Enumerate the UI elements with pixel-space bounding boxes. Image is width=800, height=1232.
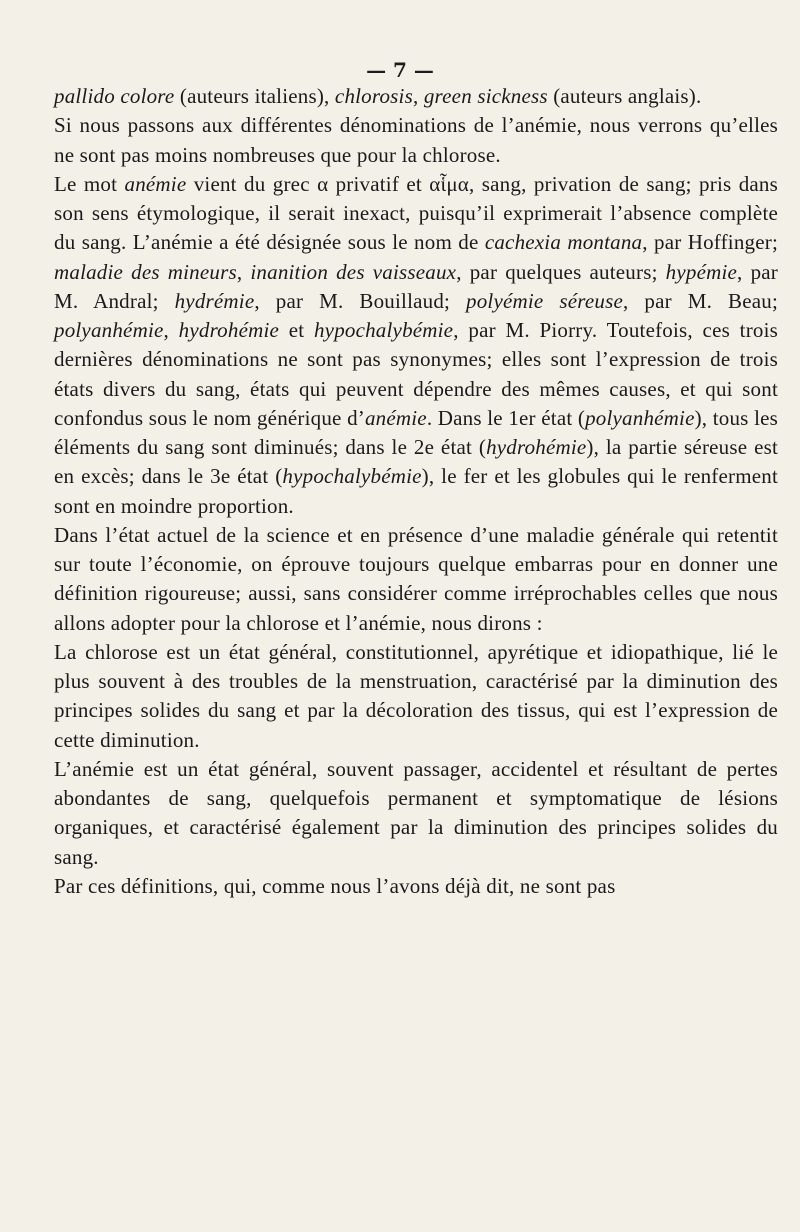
text-run: Si nous passons aux différentes dénominations de l’anémie, nous verrons qu’elles ne sont pas moins nombreuses que pour la chlorose.	[54, 113, 778, 167]
italic-term: chlorosis	[334, 84, 413, 108]
paragraph	[54, 170, 778, 521]
text-run: Le mot	[54, 171, 125, 196]
text-run: ,	[163, 318, 179, 342]
italic-term: hypochalybémie	[282, 464, 422, 489]
text-run: ), tous les éléments du sang sont diminués; dans le 2e état (	[54, 405, 779, 459]
paragraph	[54, 111, 778, 170]
italic-term: polyémie séreuse	[466, 288, 623, 313]
text-run: (auteurs anglais).	[547, 84, 702, 108]
italic-term: cachexia montana	[484, 230, 643, 255]
italic-term: pallido colore	[54, 84, 175, 108]
italic-term: hydrohémie	[486, 435, 587, 459]
text-run: vient du grec α privatif et αἷμα, sang, privation de sang; pris dans son sens étymologique, il serait inexact, puisqu’il exprimerait l’absence complète du sang. L’anémie a été désignée sous le nom de	[54, 171, 778, 255]
text-run: La chlorose est un état général, constitutionnel, apyrétique et idiopathique, lié le plus souvent à des troubles de la menstruation, caractérisé par la diminution des principes solides du sang et par la décoloration des tissus, qui est l’expression de cette diminution.	[54, 639, 778, 752]
italic-term: polyanhémie	[54, 318, 164, 342]
paragraph	[54, 872, 778, 901]
text-run: , par M. Andral;	[54, 259, 778, 313]
text-run: Par ces définitions, qui, comme nous l’avons déjà dit, ne sont pas	[54, 873, 616, 898]
italic-term: hypochalybémie	[313, 318, 454, 342]
text-run: ,	[236, 259, 251, 284]
text-run: ,	[412, 84, 424, 108]
text-run: , par M. Beau;	[622, 288, 778, 313]
text-run: , par quelques auteurs;	[456, 259, 666, 284]
text-run: ), le fer et les globules qui le renferment sont en moindre proportion.	[54, 464, 778, 518]
text-run: , par Hoffinger;	[642, 230, 778, 255]
text-run: , par M. Piorry. Toutefois, ces trois dernières dénominations ne sont pas synonymes; elles sont l’expression de trois états divers du sang, états qui peuvent dépendre des mêmes causes, et qui sont confondus sous le nom générique d’	[54, 318, 778, 430]
paragraph	[54, 82, 778, 111]
text-run: Dans l’état actuel de la science et en présence d’une maladie générale qui retentit sur toute l’économie, on éprouve toujours quelque embarras pour en donner une définition rigoureuse; aussi, sans considérer comme irréprochables celles que nous allons adopter pour la chlorose et l’anémie, nous dirons :	[54, 522, 778, 635]
italic-term: anémie	[364, 405, 427, 430]
paragraph	[54, 521, 778, 638]
paragraph	[54, 755, 778, 872]
italic-term: polyanhémie	[585, 405, 695, 430]
text-run: (auteurs italiens),	[174, 84, 335, 108]
text-run: L’anémie est un état général, souvent passager, accidentel et résultant de pertes abondantes de sang, quelquefois permanent et symptomatique de lésions organiques, et caractérisé également par la diminution des principes solides du sang.	[54, 756, 778, 869]
text-run: et	[279, 318, 314, 342]
page-number: — 7 —	[366, 58, 434, 82]
italic-term: hypémie	[665, 259, 738, 284]
page-body	[54, 82, 778, 901]
italic-term: hydrohémie	[178, 318, 280, 342]
italic-term: maladie des mineurs	[54, 259, 237, 284]
text-run: ), la partie séreuse est en excès; dans le 3e état (	[54, 435, 778, 489]
italic-term: anémie	[124, 171, 187, 196]
paragraph	[54, 638, 778, 755]
italic-term: green sickness	[423, 84, 548, 108]
text-run: . Dans le 1er état (	[426, 405, 586, 430]
italic-term: inanition des vaisseaux	[250, 259, 457, 284]
italic-term: hydrémie	[174, 288, 255, 313]
text-run: , par M. Bouillaud;	[254, 288, 467, 313]
